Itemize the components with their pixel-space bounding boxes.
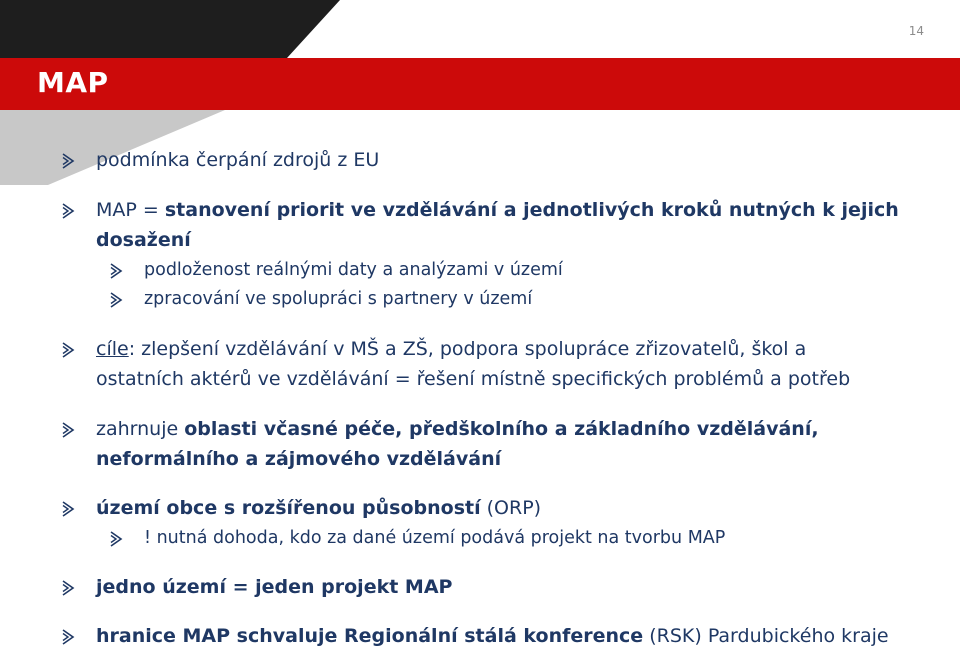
text-run: MAP =	[96, 199, 165, 221]
bold-text-run: území obce s rozšířenou působností	[96, 497, 481, 519]
bullet-text	[96, 334, 850, 394]
bullet-text	[144, 255, 563, 285]
text-run: ! nutná dohoda, kdo za dané území podává projekt na tvorbu MAP	[144, 528, 726, 548]
text-run: podloženost reálnými daty a analýzami v území	[144, 260, 563, 280]
page-number: 14	[908, 24, 924, 38]
slide-title: MAP	[37, 66, 109, 99]
arrow-bullet-icon	[108, 531, 124, 547]
bold-text-run: stanovení priorit ve vzdělávání a jednotlivých kroků nutných k jejich	[164, 199, 899, 221]
arrow-bullet-icon	[60, 203, 76, 219]
bold-text-run: neformálního a zájmového vzdělávání	[96, 448, 502, 470]
bold-text-run: jedno území = jeden projekt MAP	[96, 576, 453, 598]
bullet-text	[144, 523, 725, 553]
bullet-text	[144, 284, 532, 314]
arrow-bullet-icon	[60, 629, 76, 645]
bullet-text	[96, 145, 379, 175]
arrow-bullet-icon	[60, 342, 76, 358]
bold-text-run: oblasti včasné péče, předškolního a základního vzdělávání,	[184, 418, 819, 440]
arrow-bullet-icon	[60, 153, 76, 169]
bold-text-run: dosažení	[96, 229, 191, 251]
bullet-text	[96, 493, 541, 523]
text-run: : zlepšení vzdělávání v MŠ a ZŠ, podpora spolupráce zřizovatelů, škol a	[128, 338, 807, 360]
bold-text-run: hranice MAP schvaluje Regionální stálá konference	[96, 625, 644, 647]
text-run: (RSK) Pardubického kraje	[643, 625, 889, 647]
arrow-bullet-icon	[60, 501, 76, 517]
arrow-bullet-icon	[60, 580, 76, 596]
bullet-text	[96, 621, 889, 651]
underlined-text-run: cíle	[96, 338, 129, 360]
text-run: ostatních aktérů ve vzdělávání = řešení místně specifických problémů a potřeb	[96, 368, 851, 390]
bullet-text	[96, 572, 452, 602]
text-run: zahrnuje	[96, 418, 185, 440]
arrow-bullet-icon	[60, 422, 76, 438]
text-run: zpracování ve spolupráci s partnery v území	[144, 289, 533, 309]
bullet-text	[96, 195, 899, 255]
arrow-bullet-icon	[108, 292, 124, 308]
text-run: (ORP)	[480, 497, 542, 519]
text-run: podmínka čerpání zdrojů z EU	[96, 149, 380, 171]
arrow-bullet-icon	[108, 263, 124, 279]
bullet-text	[96, 414, 819, 474]
